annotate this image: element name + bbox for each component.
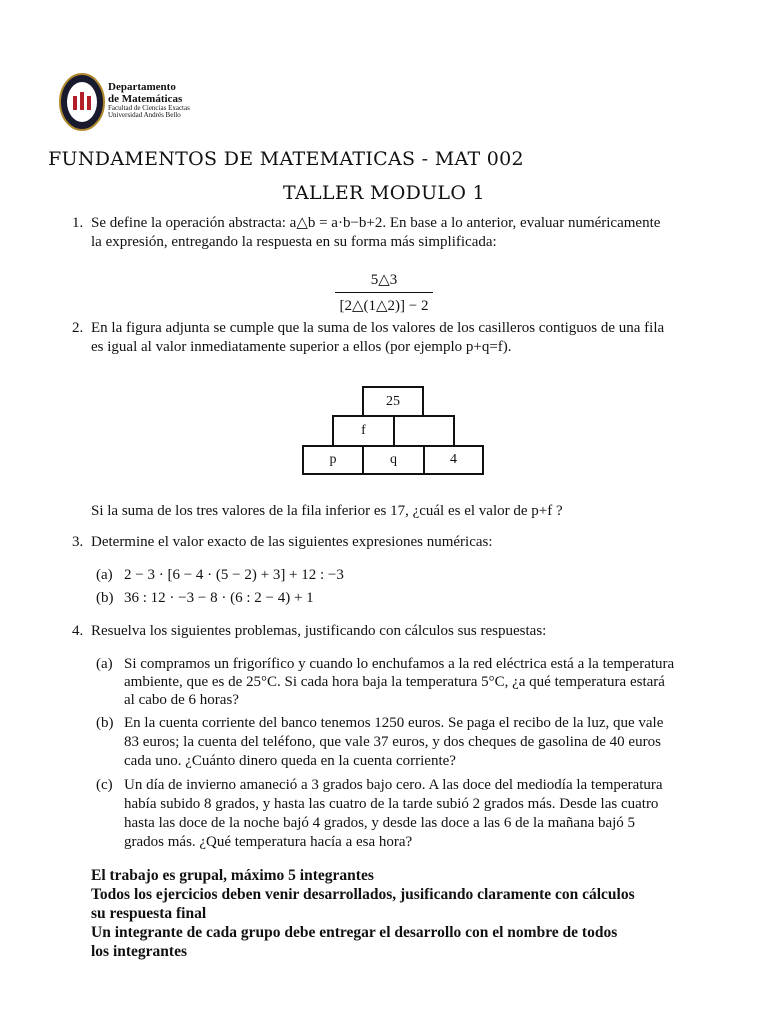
item-text: ambiente, que es de 25°C. Si cada hora baja la temperatura 5°C, ¿a qué temperatura estará: [124, 674, 665, 690]
question-text: Si la suma de los tres valores de la fila inferior es 17, ¿cuál es el valor de p+f ?: [91, 503, 563, 519]
question-text: Resuelva los siguientes problemas, justificando con cálculos sus respuestas:: [91, 623, 547, 639]
question-text: la expresión, entregando la respuesta en su forma más simplificada:: [91, 234, 497, 250]
item-label: (b): [96, 715, 114, 731]
instruction-line: Un integrante de cada grupo debe entregar el desarrollo con el nombre de todos: [91, 924, 618, 941]
item-text: hasta las doce de la noche bajó 4 grados, y desde las doce a las 6 de la mañana bajó 5: [124, 815, 636, 831]
workshop-title: TALLER MODULO 1: [283, 182, 485, 204]
logo-line-1: Departamento: [108, 81, 176, 93]
pyramid-cell-bottom-mid: q: [362, 445, 425, 475]
item-label: (a): [96, 656, 113, 672]
logo-line-4: Universidad Andrés Bello: [108, 111, 181, 120]
item-text: cada uno. ¿Cuánto dinero queda en la cuenta corriente?: [124, 753, 456, 769]
pyramid-cell-top: 25: [362, 386, 424, 417]
pyramid-cell-mid-left: f: [332, 415, 395, 447]
item-text: había subido 8 grados, y hasta las cuatro de la tarde subió 2 grados más. Desde las cuatro: [124, 796, 659, 812]
logo-line-3: Facultad de Ciencias Exactas: [108, 104, 190, 113]
item-text: Si compramos un frigorífico y cuando lo enchufamos a la red eléctrica está a la temperatura: [124, 656, 675, 672]
instruction-line: los integrantes: [91, 943, 188, 960]
question-text: Se define la operación abstracta: a△b = a·b−b+2. En base a lo anterior, evaluar numéricamente: [91, 215, 661, 231]
item-label: (a): [96, 567, 113, 583]
item-expression: 36 : 12 · −3 − 8 · (6 : 2 − 4) + 1: [124, 590, 314, 606]
question-number: 3.: [72, 534, 84, 550]
item-text: grados más. ¿Qué temperatura hacía a esa hora?: [124, 834, 413, 850]
question-text: es igual al valor inmediatamente superior a ellos (por ejemplo p+q=f).: [91, 339, 512, 355]
fraction-expression: [0, 270, 768, 315]
question-text: Determine el valor exacto de las siguientes expresiones numéricas:: [91, 534, 493, 550]
item-label: (b): [96, 590, 114, 606]
item-label: (c): [96, 777, 113, 793]
university-seal-icon: [58, 70, 106, 134]
item-text: 83 euros; la cuenta del teléfono, que vale 37 euros, y dos cheques de gasolina de 40 euros: [124, 734, 661, 750]
question-number: 2.: [72, 320, 84, 336]
question-text: En la figura adjunta se cumple que la suma de los valores de los casilleros contiguos de una fila: [91, 320, 665, 336]
pyramid-cell-bottom-left: p: [302, 445, 364, 475]
logo-line-2: de Matemáticas: [108, 92, 183, 105]
fraction-denominator: [2△(1△2)] − 2: [339, 298, 429, 314]
instruction-line: su respuesta final: [91, 905, 207, 922]
fraction-bar: [335, 292, 433, 293]
department-name: [108, 82, 190, 120]
question-number: 4.: [72, 623, 84, 639]
instruction-line: El trabajo es grupal, máximo 5 integrantes: [91, 867, 374, 884]
item-expression: 2 − 3 · [6 − 4 · (5 − 2) + 3] + 12 : −3: [124, 567, 344, 583]
course-title: FUNDAMENTOS DE MATEMATICAS - MAT 002: [48, 148, 524, 170]
item-text: En la cuenta corriente del banco tenemos 1250 euros. Se paga el recibo de la luz, que vale: [124, 715, 664, 731]
item-text: al cabo de 6 horas?: [124, 692, 239, 708]
item-text: Un día de invierno amaneció a 3 grados bajo cero. A las doce del mediodía la temperatura: [124, 777, 663, 793]
pyramid-cell-mid-right: [393, 415, 455, 447]
question-number: 1.: [72, 215, 84, 231]
pyramid-cell-bottom-right: 4: [423, 445, 484, 475]
fraction-numerator: 5△3: [370, 272, 398, 288]
instruction-line: Todos los ejercicios deben venir desarrollados, jusificando claramente con cálculos: [91, 886, 635, 903]
